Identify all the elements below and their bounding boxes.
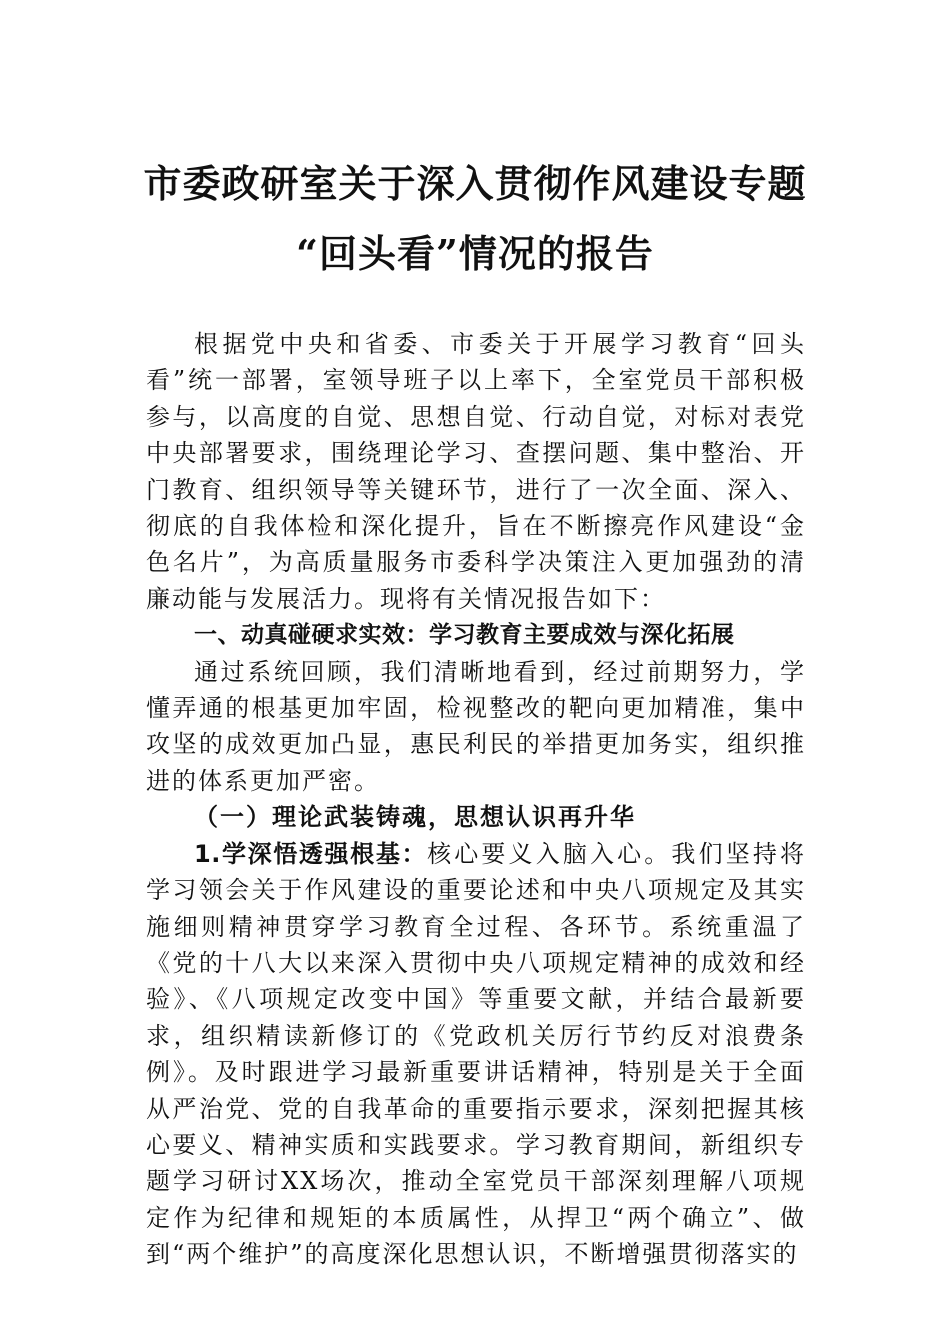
item-1-label: 1.学深悟透强根基： (194, 839, 428, 868)
subsection-heading-1: （一）理论武装铸魂，思想认识再升华 (194, 802, 636, 832)
document-title-line-2: “回头看”情况的报告 (296, 231, 654, 276)
item-1-text: 核心要义入脑入心。我们坚持将学习领会关于作风建设的重要论述和中央八项规定及其实施细则精神贯穿学习教育全过程、各环节。系统重温了《党的十八大以来深入贯彻中央八项规定精神的成效和经验》、《八项规定改变中国》等重要文献，并结合最新要求，组织精读新修订的《党政机关厉行节约反对浪费条例》。及时跟进学习最新重要讲话精神，特别是关于全面从严治党、党的自我革命的重要指示要求，深刻把握其核心要义、精神实质和实践要求。学习教育期间，新组织专题学习研讨XX场次，推动全室党员干部深刻理解八项规定作为纪律和规矩的本质属性，从捍卫“两个确立”、做到“两个维护”的高度深化思想认识，不断增强贯彻落实的 (146, 839, 806, 1269)
intro-paragraph: 根据党中央和省委、市委关于开展学习教育“回头看”统一部署，室领导班子以上率下，全室党员干部积极参与，以高度的自觉、思想自觉、行动自觉，对标对表党中央部署要求，围绕理论学习、查摆问题、集中整治、开门教育、组织领导等关键环节，进行了一次全面、深入、彻底的自我体检和深化提升，旨在不断擦亮作风建设“金色名片”，为高质量服务市委科学决策注入更加强劲的清廉动能与发展活力。现将有关情况报告如下： (146, 330, 806, 613)
document-body (146, 326, 806, 1273)
item-1-paragraph (146, 836, 806, 1273)
document-title-line-1: 市委政研室关于深入贯彻作风建设专题 (143, 161, 807, 206)
section-1-paragraph: 通过系统回顾，我们清晰地看到，经过前期努力，学懂弄通的根基更加牢固，检视整改的靶向更加精准，集中攻坚的成效更加凸显，惠民利民的举措更加务实，组织推进的体系更加严密。 (146, 657, 806, 795)
section-heading-1: 一、动真碰硬求实效：学习教育主要成效与深化拓展 (194, 622, 735, 649)
